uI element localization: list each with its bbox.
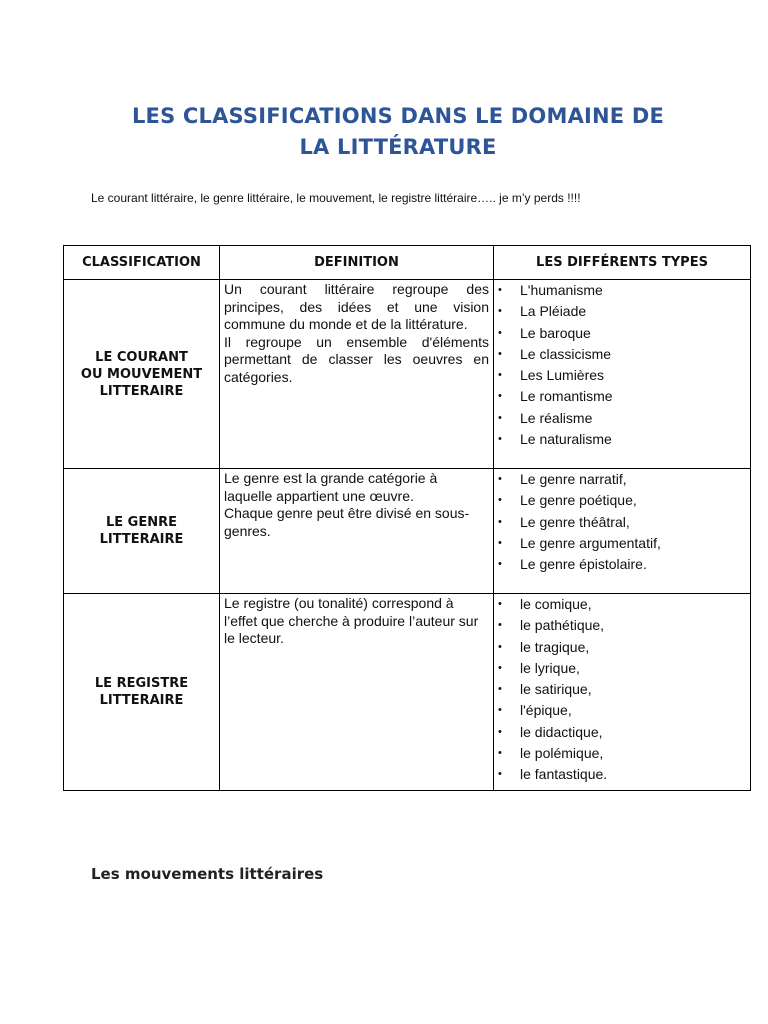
bullet-icon: •: [498, 390, 502, 403]
bullet-icon: •: [498, 598, 502, 610]
definition-text: Le genre est la grande catégorie à laquelle appartient une œuvre.: [224, 470, 438, 504]
list-item: [494, 429, 750, 450]
bullet-icon: •: [498, 305, 502, 318]
list-item: [494, 490, 750, 511]
type-label: Le classicisme: [520, 345, 612, 362]
type-label: Le genre narratif,: [520, 471, 627, 487]
bullet-icon: •: [498, 369, 502, 382]
bullet-icon: •: [498, 473, 502, 485]
table-row-registre: [64, 594, 751, 791]
type-label: Le genre poétique,: [520, 492, 637, 509]
types-list: [494, 594, 750, 790]
list-item: [494, 344, 750, 365]
list-item: [494, 469, 750, 490]
classification-label: LITTERAIRE: [99, 532, 184, 547]
definition-text: Un courant littéraire regroupe des principes, des idées et une vision commune du monde et de la littérature.: [224, 281, 489, 332]
bullet-icon: •: [498, 433, 502, 446]
bullet-icon: •: [498, 494, 502, 507]
list-item: [494, 743, 750, 764]
classification-label: LITTERAIRE: [99, 383, 184, 399]
classification-label: LE REGISTRE: [94, 675, 189, 691]
type-label: le fantastique.: [520, 766, 608, 783]
bullet-icon: •: [498, 536, 502, 549]
bullet-icon: •: [498, 326, 502, 339]
list-item: [494, 700, 750, 721]
list-item: [494, 722, 750, 743]
page-title: [64, 101, 732, 163]
bullet-icon: •: [498, 747, 502, 760]
types-cell: [494, 280, 751, 469]
column-header-definition: DEFINITION: [220, 246, 494, 280]
list-item: [494, 533, 750, 554]
title-line-2: LA LITTÉRATURE: [299, 135, 497, 159]
type-label: Le réalisme: [520, 409, 593, 426]
list-item: [494, 615, 750, 636]
bullet-icon: •: [498, 284, 502, 296]
type-label: le tragique,: [520, 638, 590, 655]
type-label: Le genre épistolaire.: [520, 556, 647, 573]
list-item: [494, 554, 750, 575]
bullet-icon: •: [498, 768, 502, 781]
type-label: l'épique,: [520, 702, 572, 719]
table-row-courant: [64, 280, 751, 469]
bullet-icon: •: [498, 515, 502, 528]
classification-label: LITTERAIRE: [99, 692, 184, 708]
classification-cell: [64, 280, 220, 469]
list-item: [494, 764, 750, 785]
list-item: [494, 512, 750, 533]
classification-cell: [64, 594, 220, 791]
classification-cell: [64, 469, 220, 594]
list-item: [494, 637, 750, 658]
definition-text: Il regroupe un ensemble d'éléments permettant de classer les oeuvres en catégories.: [224, 333, 489, 385]
type-label: le polémique,: [520, 745, 604, 762]
definition-text: Le registre (ou tonalité) correspond à l’effet que cherche à produire l’auteur sur le lecteur.: [224, 595, 479, 646]
title-line-1: LES CLASSIFICATIONS DANS LE DOMAINE DE: [131, 104, 665, 128]
type-label: La Pléiade: [520, 303, 587, 320]
section-heading: Les mouvements littéraires: [91, 865, 324, 883]
bullet-icon: •: [498, 704, 502, 717]
type-label: Le genre théâtral,: [520, 513, 630, 530]
list-item: [494, 301, 750, 322]
type-label: le pathétique,: [520, 617, 605, 634]
type-label: Le baroque: [520, 324, 591, 341]
type-label: le comique,: [520, 596, 592, 612]
types-list: [494, 280, 750, 454]
list-item: [494, 594, 750, 615]
type-label: le didactique,: [520, 723, 603, 740]
list-item: [494, 323, 750, 344]
list-item: [494, 386, 750, 407]
bullet-icon: •: [498, 411, 502, 424]
types-list: [494, 469, 750, 579]
definition-cell: [220, 594, 494, 791]
list-item: [494, 365, 750, 386]
types-cell: [494, 469, 751, 594]
intro-text: Le courant littéraire, le genre littéraire, le mouvement, le registre littéraire….. je m’y perds !!!!: [91, 191, 581, 205]
bullet-icon: •: [498, 725, 502, 738]
bullet-icon: •: [498, 661, 502, 674]
definition-cell: [220, 469, 494, 594]
bullet-icon: •: [498, 683, 502, 696]
column-header-classification: CLASSIFICATION: [64, 246, 220, 280]
bullet-icon: •: [498, 558, 502, 571]
type-label: L'humanisme: [520, 282, 603, 298]
bullet-icon: •: [498, 619, 502, 632]
type-label: Le romantisme: [520, 388, 613, 405]
table-header-row: [64, 246, 751, 280]
bullet-icon: •: [498, 347, 502, 360]
types-cell: [494, 594, 751, 791]
list-item: [494, 408, 750, 429]
classification-label: OU MOUVEMENT: [80, 366, 203, 382]
list-item: [494, 679, 750, 700]
classification-label: LE COURANT: [95, 349, 188, 365]
bullet-icon: •: [498, 640, 502, 653]
table-row-genre: [64, 469, 751, 594]
type-label: le satirique,: [520, 681, 592, 698]
type-label: le lyrique,: [520, 659, 580, 676]
classification-label: LE GENRE: [105, 515, 177, 530]
list-item: [494, 280, 750, 301]
classification-table: [63, 245, 751, 791]
type-label: Les Lumières: [520, 367, 605, 384]
type-label: Le genre argumentatif,: [520, 534, 661, 551]
column-header-types: LES DIFFÉRENTS TYPES: [494, 246, 751, 280]
type-label: Le naturalisme: [520, 431, 612, 448]
list-item: [494, 658, 750, 679]
definition-text: Chaque genre peut être divisé en sous-genres.: [224, 505, 470, 539]
definition-cell: [220, 280, 494, 469]
